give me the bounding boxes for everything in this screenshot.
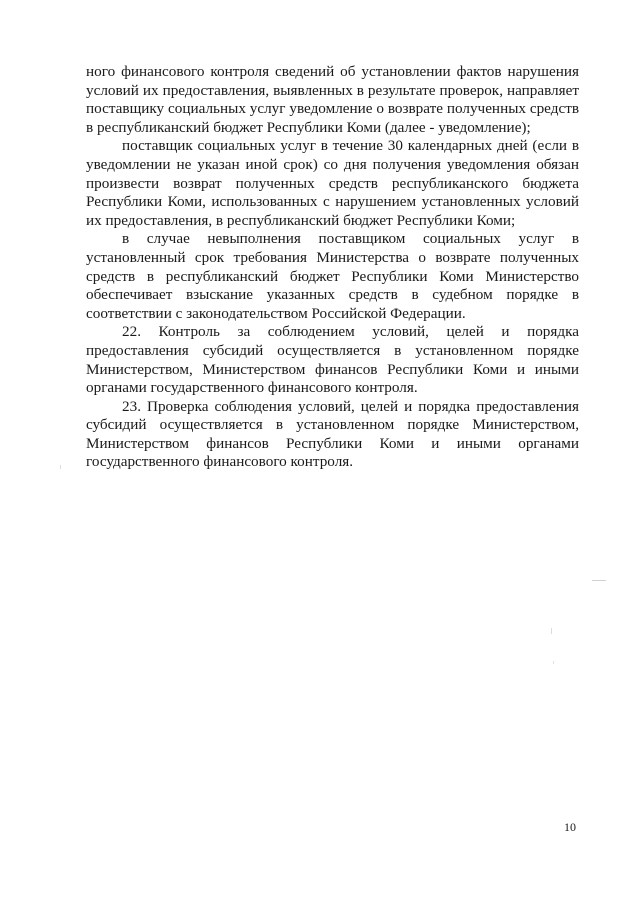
paragraph-clause-23: 23. Проверка соблюдения условий, целей и порядка предоставления субсидий осуществляется в установленном порядке Министерством, Министерством финансов Республики Коми и иными органами государственного финансового контроля. bbox=[86, 397, 579, 471]
paragraph-court-recovery: в случае невыполнения поставщиком социальных услуг в установленный срок требования Министерства о возврате полученных средств в республиканский бюджет Республики Коми Министерство обеспечивает взыскание указанных средств в судебном порядке в соответствии с законодательством Российской Федерации. bbox=[86, 230, 579, 322]
page-number: 10 bbox=[564, 820, 576, 834]
scan-artifact bbox=[553, 661, 554, 664]
document-body bbox=[86, 63, 579, 472]
scan-artifact bbox=[60, 465, 61, 469]
scan-artifact bbox=[592, 580, 606, 581]
paragraph-clause-22: 22. Контроль за соблюдением условий, целей и порядка предоставления субсидий осуществляется в установленном порядке Министерством, Министерством финансов Республики Коми и иными органами государственного финансового контроля. bbox=[86, 323, 579, 397]
scan-artifact bbox=[551, 628, 552, 634]
paragraph-continuation: ного финансового контроля сведений об установлении фактов нарушения условий их предоставления, выявленных в результате проверок, направляет поставщику социальных услуг уведомление о возврате полученных средств в республиканский бюджет Республики Коми (далее - уведомление); bbox=[86, 63, 579, 136]
paragraph-refund-deadline: поставщик социальных услуг в течение 30 календарных дней (если в уведомлении не указан иной срок) со дня получения уведомления обязан произвести возврат полученных средств республиканского бюджета Республики Коми, использованных с нарушением установленных условий их предоставления, в республиканский бюджет Республики Коми; bbox=[86, 137, 579, 229]
